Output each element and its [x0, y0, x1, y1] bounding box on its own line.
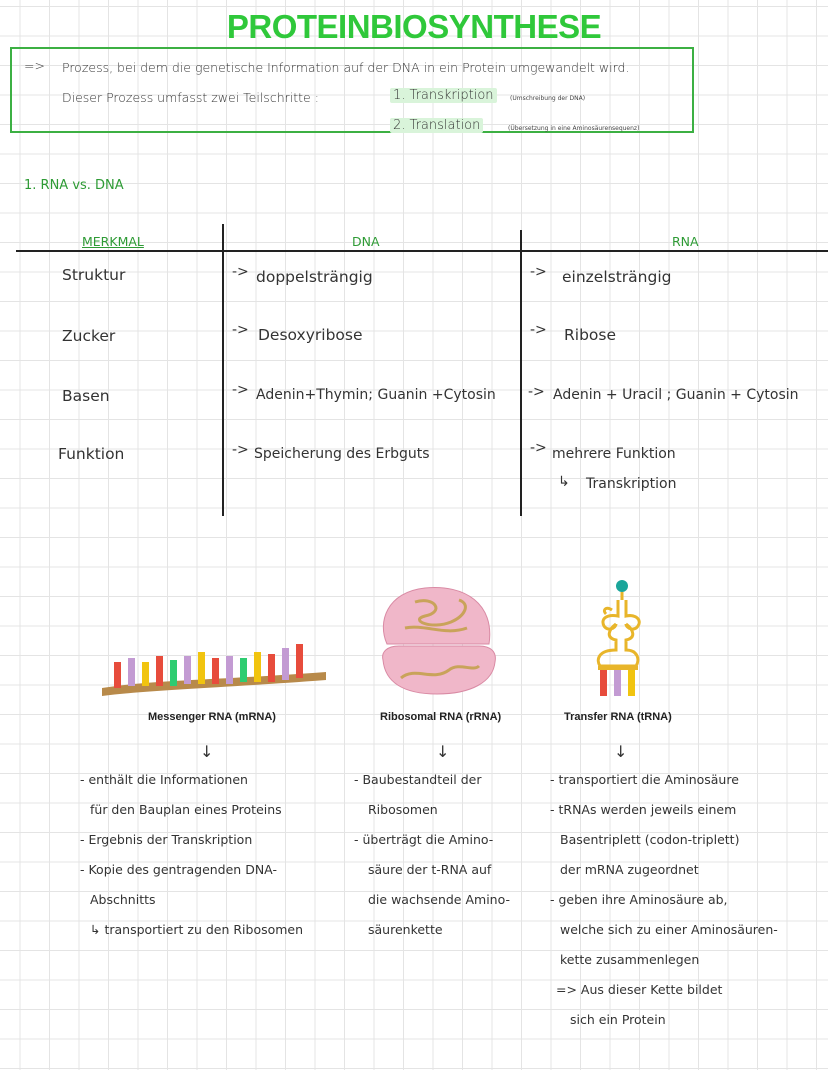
header-rna: RNA [672, 234, 699, 249]
row2-dna: Desoxyribose [258, 326, 363, 344]
row2-rna-arrow: -> [530, 322, 547, 338]
caption-mrna: Messenger RNA (mRNA) [148, 711, 276, 723]
arrow-down-trna: ↓ [614, 742, 628, 761]
row1-dna: doppelsträngig [256, 268, 373, 286]
row3-merkmal: Basen [62, 387, 110, 405]
row2-dna-arrow: -> [232, 322, 249, 338]
row2-rna: Ribose [564, 326, 617, 344]
row4-rna-sub: Transkription [586, 476, 677, 492]
rrna-note-6: säurenkette [368, 922, 443, 937]
intro-line1: Prozess, bei dem die genetische Information auf der DNA in ein Protein umgewandelt wird. [62, 60, 630, 75]
rrna-note-4: säure der t-RNA auf [368, 862, 492, 877]
mrna-note-2: für den Bauplan eines Proteins [90, 802, 282, 817]
arrow-down-mrna: ↓ [200, 742, 214, 761]
section1-title: 1. RNA vs. DNA [24, 178, 124, 193]
step1-label [390, 88, 497, 103]
trna-note-6: welche sich zu einer Aminosäuren- [560, 922, 778, 937]
mrna-note-3: - Ergebnis der Transkription [80, 832, 253, 847]
row3-dna: Adenin+Thymin; Guanin +Cytosin [256, 387, 496, 403]
row4-rna: mehrere Funktion [552, 446, 676, 462]
trna-note-5: - geben ihre Aminosäure ab, [550, 892, 728, 907]
row2-merkmal: Zucker [62, 327, 116, 345]
trna-note-4: der mRNA zugeordnet [560, 862, 699, 877]
trna-note-7: kette zusammenlegen [560, 952, 700, 967]
arrow-down-rrna: ↓ [436, 742, 450, 761]
rrna-note-1: - Baubestandteil der [354, 772, 482, 787]
table-divider-2 [520, 230, 522, 516]
row3-dna-arrow: -> [232, 382, 249, 398]
table-header-line [16, 250, 828, 252]
trna-note-2: - tRNAs werden jeweils einem [550, 802, 737, 817]
row1-rna-arrow: -> [530, 264, 547, 280]
row1-dna-arrow: -> [232, 264, 249, 280]
mrna-note-4: - Kopie des gentragenden DNA- [80, 862, 277, 877]
step2-note: (Übersetzung in eine Aminosäurensequenz) [508, 125, 640, 132]
trna-note-8: => Aus dieser Kette bildet [556, 982, 723, 997]
intro-line2: Dieser Prozess umfasst zwei Teilschritte : [62, 90, 319, 105]
rrna-note-2: Ribosomen [368, 802, 438, 817]
caption-rrna: Ribosomal RNA (rRNA) [380, 711, 502, 723]
row3-rna-arrow: -> [528, 384, 545, 400]
trna-note-1: - transportiert die Aminosäure [550, 772, 739, 787]
table-divider-1 [222, 224, 224, 516]
mrna-note-5: Abschnitts [90, 892, 156, 907]
intro-arrow: => [24, 58, 45, 73]
row4-merkmal: Funktion [58, 445, 125, 463]
row4-dna: Speicherung des Erbguts [254, 446, 430, 462]
row1-rna: einzelsträngig [562, 268, 672, 286]
row4-rna-sub-arrow: ↳ [558, 474, 570, 490]
row4-rna-arrow: -> [530, 440, 547, 456]
page-title: PROTEINBIOSYNTHESE [226, 8, 602, 45]
row3-rna: Adenin + Uracil ; Guanin + Cytosin [553, 387, 799, 403]
caption-trna: Transfer RNA (tRNA) [564, 711, 672, 723]
row1-merkmal: Struktur [62, 266, 126, 284]
trna-note-3: Basentriplett (codon-triplett) [560, 832, 740, 847]
rrna-note-5: die wachsende Amino- [368, 892, 510, 907]
header-dna: DNA [352, 234, 380, 249]
mrna-note-1: - enthält die Informationen [80, 772, 248, 787]
mrna-illustration-icon [100, 636, 328, 698]
header-merkmal: MERKMAL [82, 234, 144, 249]
step1-label-text: 1. Transkription [390, 88, 497, 103]
step2-label [390, 118, 483, 133]
trna-note-9: sich ein Protein [570, 1012, 666, 1027]
trna-icon [588, 576, 648, 698]
mrna-note-6: ↳ transportiert zu den Ribosomen [90, 922, 304, 937]
step1-note: (Umschreibung der DNA) [510, 95, 586, 102]
rrna-note-3: - überträgt die Amino- [354, 832, 494, 847]
step2-label-text: 2. Translation [390, 118, 483, 133]
row4-dna-arrow: -> [232, 442, 249, 458]
rrna-ribosome-icon [375, 582, 501, 698]
